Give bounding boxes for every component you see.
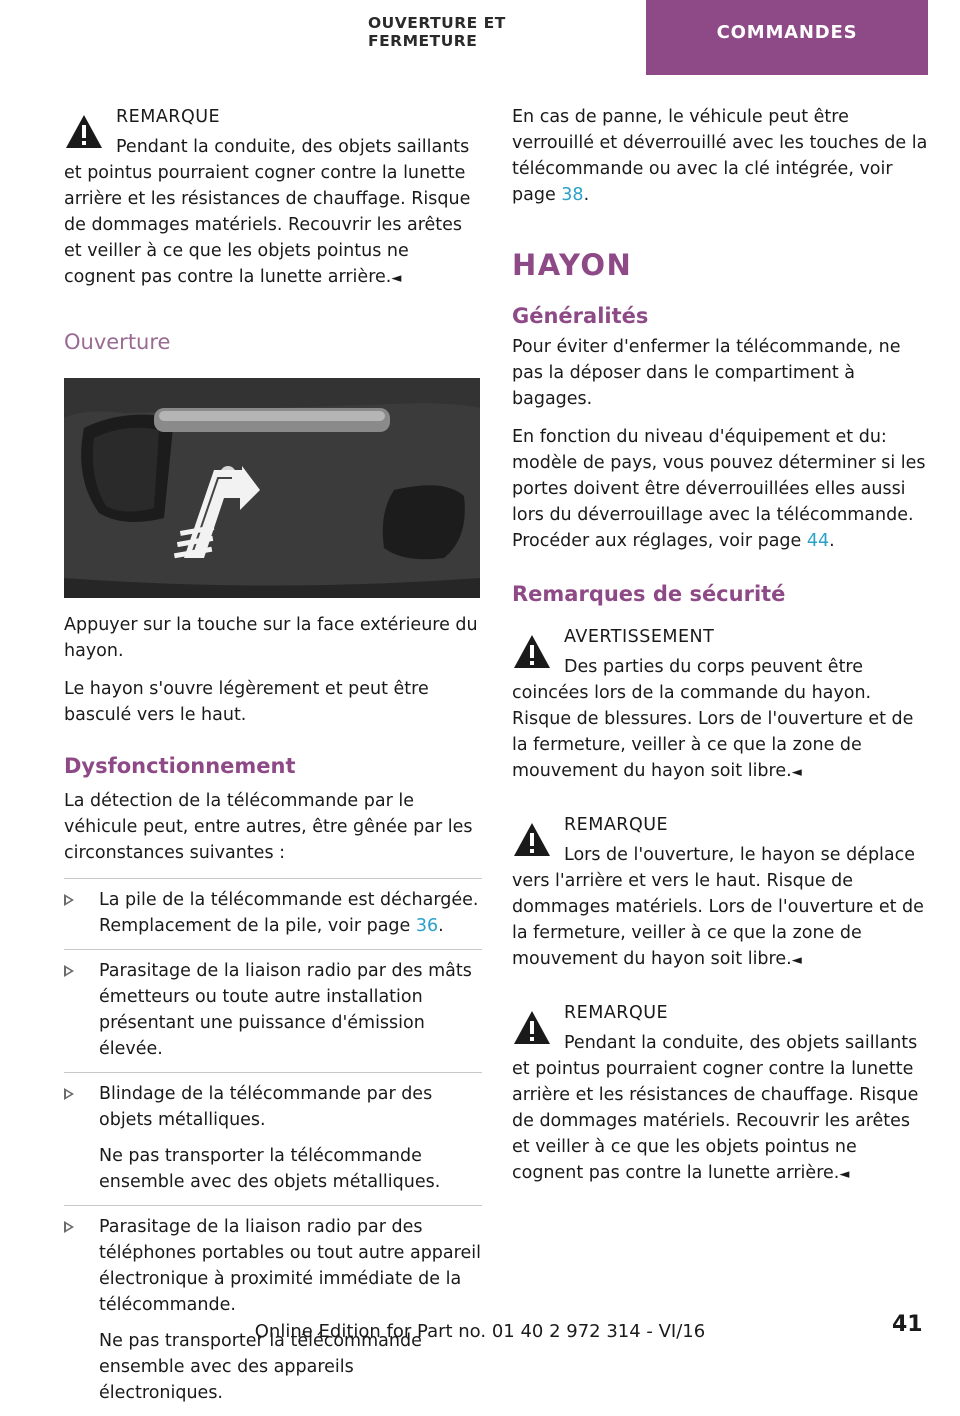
right-column bbox=[512, 104, 930, 1214]
general-heading: Généralités bbox=[512, 304, 649, 328]
paragraph: Pour éviter d'enfermer la télécommande, ne pas la déposer dans le compartiment à bagages. bbox=[512, 337, 901, 409]
page-link[interactable]: 44 bbox=[806, 531, 830, 551]
notice-keyword: REMARQUE bbox=[564, 815, 669, 835]
paragraph: Le hayon s'ouvre légèrement et peut être basculé vers le haut. bbox=[64, 679, 429, 725]
end-mark-icon: ◄ bbox=[791, 765, 802, 780]
opening-heading: Ouverture bbox=[64, 330, 171, 354]
chapter-tab: COMMANDES bbox=[646, 0, 928, 75]
footer-edition: Online Edition for Part no. 01 40 2 972 314 - VI/16 bbox=[254, 1321, 706, 1342]
end-mark-icon: ◄ bbox=[391, 271, 402, 286]
paragraph: Appuyer sur la touche sur la face extérieure du hayon. bbox=[64, 615, 478, 661]
list-item: Parasitage de la liaison radio par des mâts émetteurs ou toute autre installation présentant une puissance d'émission élevée. bbox=[64, 949, 482, 1062]
malfunction-heading: Dysfonctionnement bbox=[64, 754, 296, 778]
page-number: 41 bbox=[892, 1312, 923, 1337]
notice-text: Pendant la conduite, des objets saillants et pointus pourraient cogner contre la lunette arrière et les résistances de chauffage. Risque de dommages matériels. Recouvrir les arêtes et veiller à ce que les objets pointus ne cognent pas contre la lunette arrière.◄ bbox=[64, 137, 471, 287]
paragraph: La détection de la télécommande par le véhicule peut, entre autres, être gênée par les circonstances suivantes : bbox=[64, 791, 473, 863]
safety-heading: Remarques de sécurité bbox=[512, 582, 786, 606]
paragraph: En fonction du niveau d'équipement et du: modèle de pays, vous pouvez déterminer si les portes doivent être déverrouillées elles aussi lors du déverrouillage avec la télécommande. Procéder aux réglages, voir page 44. bbox=[512, 427, 926, 551]
end-mark-icon: ◄ bbox=[839, 1167, 850, 1182]
notice-text: Pendant la conduite, des objets saillants et pointus pourraient cogner contre la lunette arrière et les résistances de chauffage. Risque de dommages matériels. Recouvrir les arêtes et veiller à ce que les objets pointus ne cognent pas contre la lunette arrière.◄ bbox=[512, 1033, 919, 1183]
warning-box bbox=[512, 624, 930, 786]
tailgate-push-arrow-icon bbox=[64, 378, 480, 598]
paragraph: En cas de panne, le véhicule peut être verrouillé et déverrouillé avec les touches de la télécommande ou avec la clé intégrée, voir page 38. bbox=[512, 107, 928, 205]
list-item: Parasitage de la liaison radio par des téléphones portables ou tout autre appareil électronique à proximité immédiate de la télécommande. Ne pas transporter la télécommande ensemble avec des appareils électroniques. bbox=[64, 1205, 482, 1406]
warning-text: Des parties du corps peuvent être coincées lors de la commande du hayon. Risque de blessures. Lors de l'ouverture et de la fermeture, veiller à ce que la zone de mouvement du hayon soit libre.◄ bbox=[512, 657, 914, 781]
bullet-triangle-icon bbox=[64, 1221, 74, 1233]
section-title: HAYON bbox=[512, 248, 633, 282]
bullet-triangle-icon bbox=[64, 965, 74, 977]
warning-triangle-icon bbox=[512, 820, 552, 860]
section-tab: OUVERTURE ET FERMETURE bbox=[368, 14, 506, 50]
warning-triangle-icon bbox=[64, 112, 104, 152]
tailgate-photo bbox=[64, 378, 480, 598]
list-item: La pile de la télécommande est déchargée. Remplacement de la pile, voir page 36. bbox=[64, 878, 482, 939]
notice-box bbox=[512, 1000, 930, 1188]
warning-keyword: AVERTISSEMENT bbox=[564, 627, 715, 647]
bullet-triangle-icon bbox=[64, 894, 74, 906]
page-link[interactable]: 36 bbox=[415, 916, 439, 936]
notice-text: Lors de l'ouverture, le hayon se déplace vers l'arrière et vers le haut. Risque de dommages matériels. Lors de l'ouverture et de la fermeture, veiller à ce que la zone de mouvement du hayon soit libre.◄ bbox=[512, 845, 924, 969]
left-column bbox=[64, 104, 482, 1416]
notice-keyword: REMARQUE bbox=[564, 1003, 669, 1023]
list-item: Blindage de la télécommande par des objets métalliques. Ne pas transporter la télécommande ensemble avec des objets métalliques. bbox=[64, 1072, 482, 1195]
warning-triangle-icon bbox=[512, 1008, 552, 1048]
bullet-triangle-icon bbox=[64, 1088, 74, 1100]
notice-box bbox=[512, 812, 930, 974]
end-mark-icon: ◄ bbox=[791, 953, 802, 968]
notice-keyword: REMARQUE bbox=[116, 107, 221, 127]
page-link[interactable]: 38 bbox=[561, 185, 584, 205]
warning-triangle-icon bbox=[512, 632, 552, 672]
notice-box bbox=[64, 104, 482, 292]
